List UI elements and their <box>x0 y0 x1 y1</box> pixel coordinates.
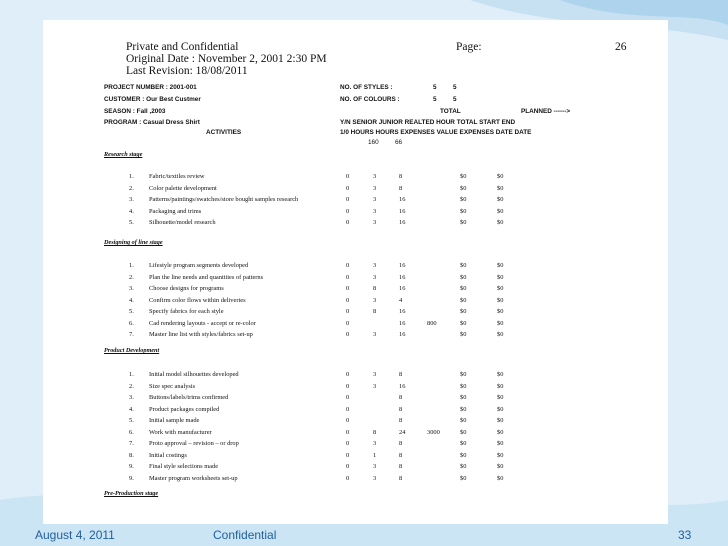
senior-hours: 3 <box>373 273 377 281</box>
senior-hours: 3 <box>373 371 377 378</box>
hour-value: $0 <box>460 405 467 413</box>
table-row <box>43 308 668 318</box>
junior-hours: 8 <box>399 394 403 402</box>
yn-value: 0 <box>346 440 350 448</box>
yn-value: 0 <box>346 394 350 402</box>
senior-hours: 3 <box>373 207 377 215</box>
activity-name: Silhouette/model research <box>149 219 216 227</box>
hour-value: $0 <box>460 296 467 304</box>
table-row <box>43 371 668 381</box>
row-number: 2. <box>129 184 134 192</box>
activity-name: Work with manufacturer <box>149 428 212 436</box>
junior-hours: 16 <box>399 285 406 293</box>
yn-value: 0 <box>346 331 350 339</box>
table-row <box>43 383 668 393</box>
junior-hours: 8 <box>399 417 403 425</box>
total-expenses: $0 <box>497 285 504 293</box>
hour-value: $0 <box>460 428 467 436</box>
table-row <box>43 208 668 218</box>
total-expenses: $0 <box>497 273 504 281</box>
table-row <box>43 406 668 416</box>
total-expenses: $0 <box>497 331 504 339</box>
section-title: Designing of line stage <box>104 239 163 246</box>
table-row <box>43 417 668 427</box>
hour-value: $0 <box>460 417 467 425</box>
hour-value: $0 <box>460 219 467 227</box>
yn-value: 0 <box>346 405 350 413</box>
styles-value-a: 5 <box>433 84 437 91</box>
senior-hours: 8 <box>373 285 377 293</box>
activity-name: Specify fabrics for each style <box>149 308 224 316</box>
activity-name: Product packages compiled <box>149 405 220 413</box>
senior-hours: 3 <box>373 219 377 227</box>
junior-hours-total: 66 <box>395 139 403 146</box>
row-number: 7. <box>129 331 134 339</box>
activity-name: Cad rendering layouts - accept or re-color <box>149 319 256 327</box>
activity-name: Plan the line needs and quantities of patterns <box>149 273 264 281</box>
total-expenses: $0 <box>497 428 504 436</box>
yn-value: 0 <box>346 219 350 227</box>
senior-hours: 3 <box>373 474 377 482</box>
senior-hours: 3 <box>373 331 377 339</box>
hour-value: $0 <box>460 173 467 180</box>
hour-value: $0 <box>460 463 467 471</box>
page-label: Page: <box>456 41 482 53</box>
activity-name: Patterns/paintings/swatches/store bought samples research <box>149 196 299 204</box>
total-expenses: $0 <box>497 371 504 378</box>
header-block <box>126 41 327 77</box>
table-row <box>43 429 668 439</box>
junior-hours: 8 <box>399 451 403 459</box>
row-number: 2. <box>129 382 134 390</box>
page-number: 26 <box>615 41 627 53</box>
header-original-date: Original Date : November 2, 2001 2:30 PM <box>126 53 327 65</box>
hour-value: $0 <box>460 184 467 192</box>
junior-hours: 8 <box>399 463 403 471</box>
senior-hours: 3 <box>373 296 377 304</box>
activity-name: Proto approval – revision – or drop <box>149 440 239 448</box>
hour-value: $0 <box>460 319 467 327</box>
colours-label: NO. OF COLOURS : <box>340 96 400 103</box>
row-number: 5. <box>129 219 134 227</box>
hour-value: $0 <box>460 451 467 459</box>
table-row <box>43 331 668 341</box>
junior-hours: 16 <box>399 319 406 327</box>
activities-header: ACTIVITIES <box>206 129 242 136</box>
total-expenses: $0 <box>497 308 504 316</box>
junior-hours: 16 <box>399 382 406 390</box>
colours-value-b: 5 <box>453 96 457 103</box>
program: PROGRAM : Casual Dress Shirt <box>104 119 200 126</box>
hour-value: $0 <box>460 308 467 316</box>
senior-hours-total: 160 <box>368 139 379 146</box>
hour-value: $0 <box>460 196 467 204</box>
row-number: 5. <box>129 308 134 316</box>
junior-hours: 8 <box>399 173 403 180</box>
total-expenses: $0 <box>497 463 504 471</box>
senior-hours: 8 <box>373 428 377 436</box>
yn-value: 0 <box>346 451 350 459</box>
header-confidential: Private and Confidential <box>126 41 239 53</box>
colours-value-a: 5 <box>433 96 437 103</box>
row-number: 1. <box>129 371 134 378</box>
related-expenses: 3000 <box>427 428 440 436</box>
season: SEASON : Fall ,2003 <box>104 108 166 115</box>
senior-hours: 3 <box>373 196 377 204</box>
table-row <box>43 320 668 330</box>
junior-hours: 16 <box>399 331 406 339</box>
activity-name: Master program worksheets set-up <box>149 474 238 482</box>
junior-hours: 16 <box>399 219 406 227</box>
total-expenses: $0 <box>497 394 504 402</box>
activity-name: Initial model silhouettes developed <box>149 371 239 378</box>
activity-name: Packaging and trims <box>149 207 202 215</box>
total-expenses: $0 <box>497 184 504 192</box>
yn-value: 0 <box>346 463 350 471</box>
table-row <box>43 475 668 485</box>
row-number: 6. <box>129 319 134 327</box>
total-expenses: $0 <box>497 417 504 425</box>
table-row <box>43 463 668 473</box>
section-title: Product Development <box>104 347 160 354</box>
row-number: 4. <box>129 405 134 413</box>
total-expenses: $0 <box>497 296 504 304</box>
senior-hours: 3 <box>373 173 377 180</box>
column-headers-line1: Y/N SENIOR JUNIOR REALTED HOUR TOTAL START END <box>340 119 516 126</box>
yn-value: 0 <box>346 207 350 215</box>
related-expenses: 800 <box>427 319 437 327</box>
yn-value: 0 <box>346 296 350 304</box>
table-row <box>43 196 668 206</box>
yn-value: 0 <box>346 371 350 378</box>
total-expenses: $0 <box>497 219 504 227</box>
yn-value: 0 <box>346 196 350 204</box>
yn-value: 0 <box>346 428 350 436</box>
table-row <box>43 452 668 462</box>
row-number: 8. <box>129 451 134 459</box>
activity-name: Initial costings <box>149 451 187 459</box>
hour-value: $0 <box>460 262 467 269</box>
senior-hours: 3 <box>373 440 377 448</box>
project-number: PROJECT NUMBER : 2001-001 <box>104 84 197 91</box>
senior-hours: 3 <box>373 382 377 390</box>
row-number: 4. <box>129 207 134 215</box>
yn-value: 0 <box>346 173 350 180</box>
hour-value: $0 <box>460 285 467 293</box>
total-expenses: $0 <box>497 196 504 204</box>
activity-name: Color palette development <box>149 184 217 192</box>
table-row <box>43 173 668 183</box>
row-number: 1. <box>129 173 134 180</box>
hour-value: $0 <box>460 440 467 448</box>
total-expenses: $0 <box>497 474 504 482</box>
document-page <box>43 20 668 524</box>
total-expenses: $0 <box>497 173 504 180</box>
activity-name: Master line list with styles/fabrics set-up <box>149 331 253 339</box>
activity-name: Initial sample made <box>149 417 200 425</box>
junior-hours: 16 <box>399 262 406 269</box>
junior-hours: 8 <box>399 371 403 378</box>
column-headers-line2: 1/0 HOURS HOURS EXPENSES VALUE EXPENSES DATE DATE <box>340 129 532 136</box>
senior-hours: 1 <box>373 451 377 459</box>
activity-name: Choose designs for programs <box>149 285 224 293</box>
yn-value: 0 <box>346 474 350 482</box>
senior-hours: 3 <box>373 463 377 471</box>
junior-hours: 8 <box>399 440 403 448</box>
junior-hours: 16 <box>399 308 406 316</box>
junior-hours: 16 <box>399 273 406 281</box>
activity-name: Fabric/textiles review <box>149 173 205 180</box>
hour-value: $0 <box>460 273 467 281</box>
yn-value: 0 <box>346 285 350 293</box>
table-row <box>43 285 668 295</box>
planned-label: PLANNED ------> <box>521 108 571 115</box>
hour-value: $0 <box>460 331 467 339</box>
junior-hours: 8 <box>399 405 403 413</box>
junior-hours: 8 <box>399 474 403 482</box>
row-number: 3. <box>129 196 134 204</box>
row-number: 7. <box>129 440 134 448</box>
yn-value: 0 <box>346 273 350 281</box>
activity-name: Confirm color flows within deliveries <box>149 296 246 304</box>
yn-value: 0 <box>346 184 350 192</box>
header-last-revision: Last Revision: 18/08/2011 <box>126 65 248 77</box>
table-row <box>43 262 668 272</box>
total-expenses: $0 <box>497 207 504 215</box>
styles-value-b: 5 <box>453 84 457 91</box>
row-number: 9. <box>129 474 134 482</box>
yn-value: 0 <box>346 319 350 327</box>
senior-hours: 8 <box>373 308 377 316</box>
activity-name: Size spec analysis <box>149 382 196 390</box>
table-row <box>43 297 668 307</box>
row-number: 2. <box>129 273 134 281</box>
yn-value: 0 <box>346 417 350 425</box>
total-expenses: $0 <box>497 440 504 448</box>
total-expenses: $0 <box>497 382 504 390</box>
yn-value: 0 <box>346 382 350 390</box>
activity-name: Buttons/labels/trims confirmed <box>149 394 229 402</box>
activity-name: Final style selections made <box>149 463 219 471</box>
senior-hours: 3 <box>373 262 377 269</box>
hour-value: $0 <box>460 207 467 215</box>
junior-hours: 8 <box>399 184 403 192</box>
yn-value: 0 <box>346 262 350 269</box>
table-row <box>43 185 668 195</box>
table-row <box>43 219 668 229</box>
senior-hours: 3 <box>373 184 377 192</box>
row-number: 4. <box>129 296 134 304</box>
row-number: 1. <box>129 262 134 269</box>
total-expenses: $0 <box>497 262 504 269</box>
table-row <box>43 274 668 284</box>
footer-date: August 4, 2011 <box>35 528 115 542</box>
row-number: 9. <box>129 463 134 471</box>
slide-number: 33 <box>678 528 692 542</box>
activity-name: Lifestyle program segments developed <box>149 262 249 269</box>
hour-value: $0 <box>460 394 467 402</box>
section-title: Research stage <box>104 151 143 158</box>
customer: CUSTOMER : Our Best Custmer <box>104 96 201 103</box>
row-number: 3. <box>129 394 134 402</box>
footer-confidential: Confidential <box>213 528 277 542</box>
hour-value: $0 <box>460 382 467 390</box>
yn-value: 0 <box>346 308 350 316</box>
total-expenses: $0 <box>497 319 504 327</box>
table-row <box>43 440 668 450</box>
total-expenses: $0 <box>497 451 504 459</box>
row-number: 3. <box>129 285 134 293</box>
row-number: 5. <box>129 417 134 425</box>
junior-hours: 24 <box>399 428 406 436</box>
total-expenses: $0 <box>497 405 504 413</box>
junior-hours: 16 <box>399 196 406 204</box>
hour-value: $0 <box>460 474 467 482</box>
junior-hours: 4 <box>399 296 403 304</box>
row-number: 6. <box>129 428 134 436</box>
section-title: Pre-Production stage <box>104 490 159 497</box>
total-label: TOTAL <box>440 108 461 115</box>
hour-value: $0 <box>460 371 467 378</box>
styles-label: NO. OF STYLES : <box>340 84 393 91</box>
table-row <box>43 394 668 404</box>
junior-hours: 16 <box>399 207 406 215</box>
